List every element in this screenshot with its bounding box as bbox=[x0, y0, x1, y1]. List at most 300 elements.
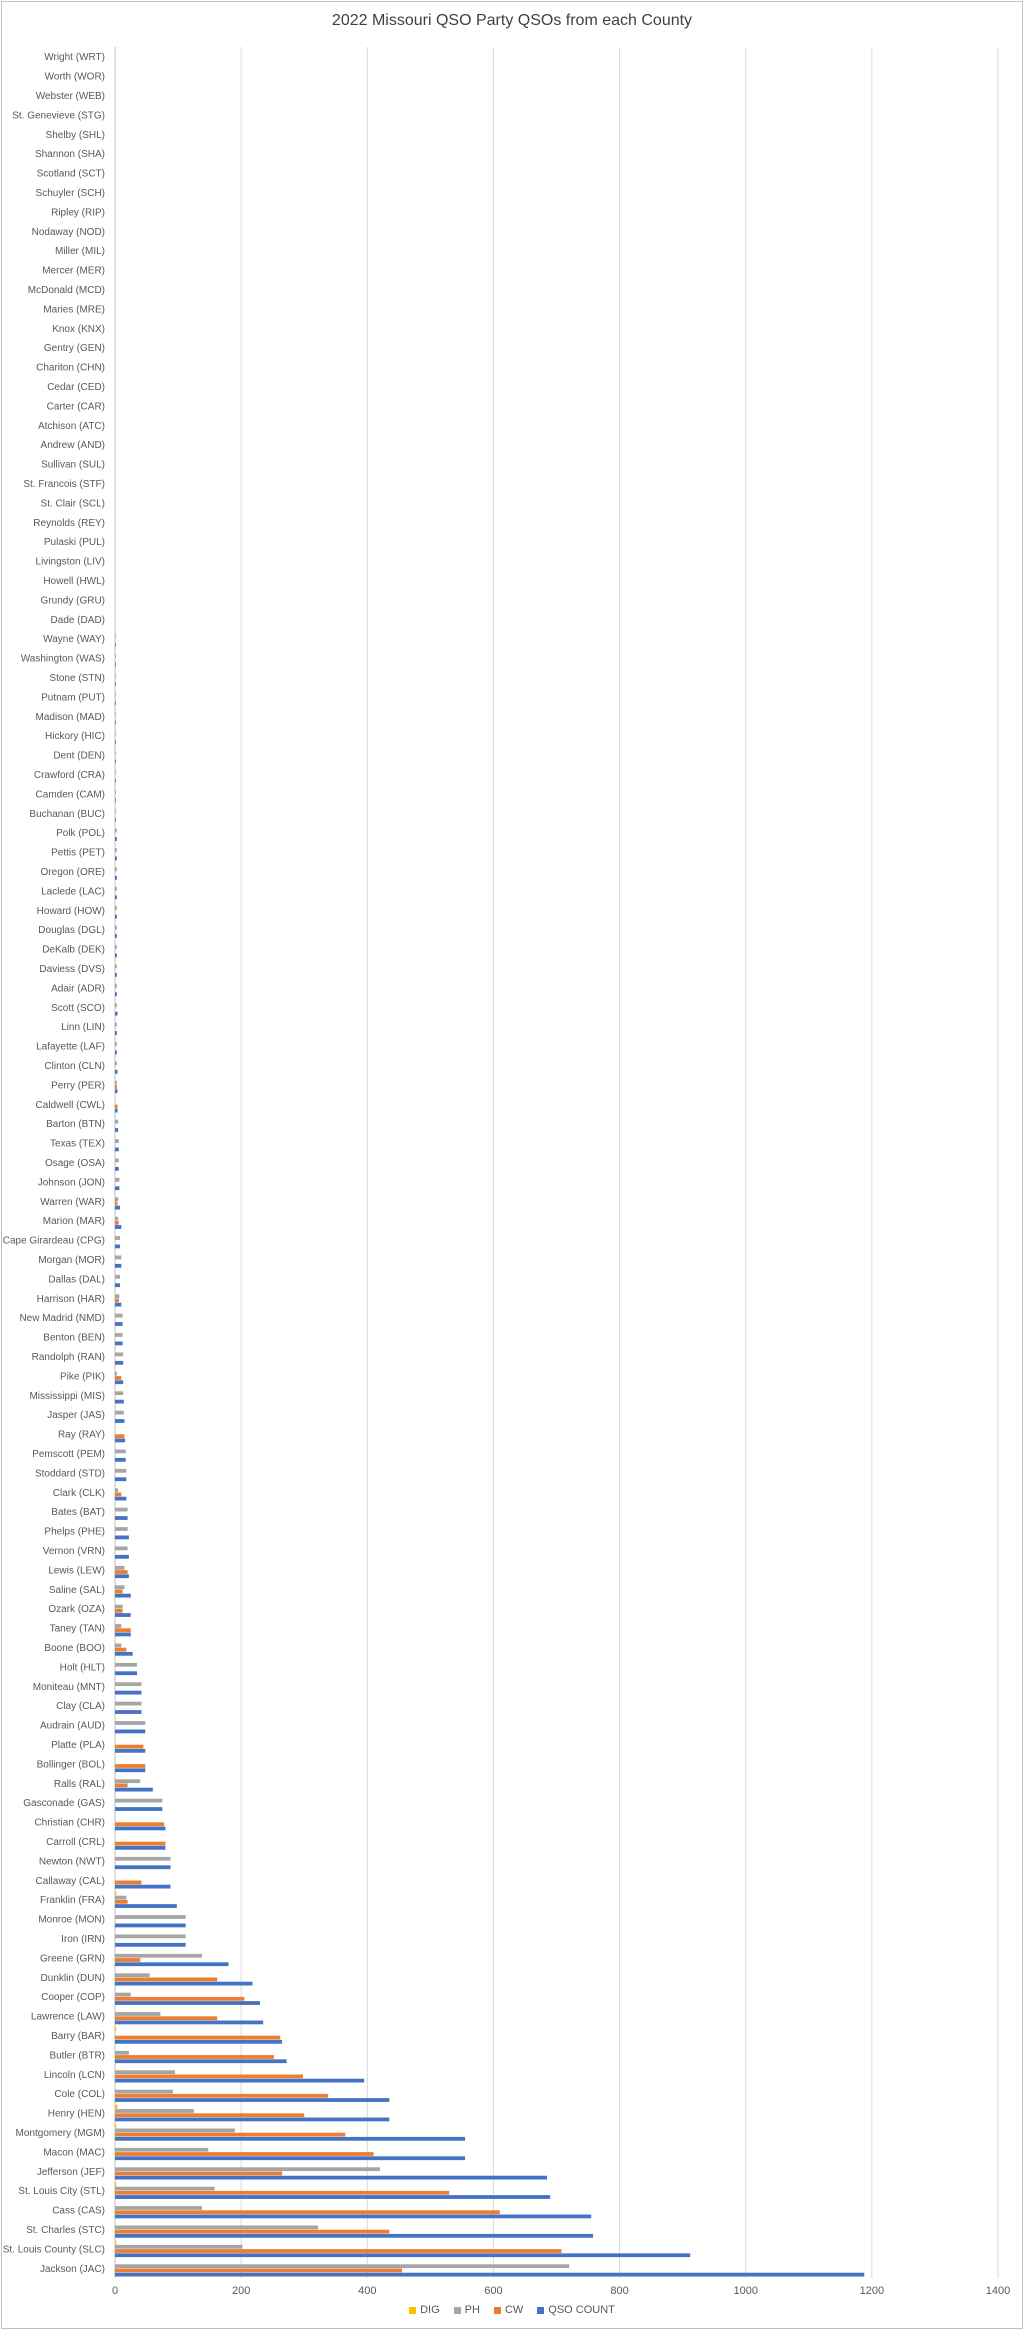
bar-qso-count bbox=[115, 1322, 123, 1326]
bar-qso-count bbox=[115, 1613, 131, 1617]
bar-ph bbox=[115, 2264, 569, 2268]
bar-qso-count bbox=[115, 992, 117, 996]
category-label: Marion (MAR) bbox=[42, 1216, 105, 1228]
bar-ph bbox=[115, 2070, 175, 2074]
category-label: Crawford (CRA) bbox=[33, 770, 105, 781]
category-label: Hickory (HIC) bbox=[45, 731, 105, 743]
bar-ph bbox=[115, 1411, 124, 1415]
bar-cw bbox=[115, 2133, 345, 2137]
bar-cw bbox=[115, 2075, 303, 2079]
category-label: Pike (PIK) bbox=[59, 1371, 105, 1383]
bar-qso-count bbox=[115, 1497, 126, 1501]
category-label: Gasconade (GAS) bbox=[23, 1798, 105, 1810]
category-label: Shannon (SHA) bbox=[34, 149, 105, 161]
bar-cw bbox=[115, 2113, 304, 2117]
category-label: Sullivan (SUL) bbox=[41, 459, 105, 471]
bar-cw bbox=[115, 1376, 121, 1380]
bar-ph bbox=[115, 1566, 124, 1570]
bar-cw bbox=[115, 1434, 124, 1438]
bar-ph bbox=[115, 1236, 120, 1240]
bar-ph bbox=[115, 2051, 129, 2055]
bar-dig bbox=[115, 2241, 116, 2245]
category-label: Phelps (PHE) bbox=[44, 1526, 105, 1538]
bar-cw bbox=[115, 2036, 280, 2040]
category-label: Newton (NWT) bbox=[38, 1856, 105, 1868]
category-label: Putnam (PUT) bbox=[41, 692, 105, 704]
bar-cw bbox=[115, 2191, 449, 2195]
bar-qso-count bbox=[115, 1128, 118, 1132]
bar-dig bbox=[115, 2105, 118, 2109]
category-label: Clay (CLA) bbox=[56, 1701, 105, 1713]
category-label: Howell (HWL) bbox=[43, 576, 105, 587]
category-label: Madison (MAD) bbox=[35, 711, 105, 723]
category-label: Boone (BOO) bbox=[44, 1643, 105, 1654]
bar-qso-count bbox=[115, 1749, 145, 1753]
bar-ph bbox=[115, 1546, 128, 1550]
legend-swatch bbox=[409, 2307, 416, 2314]
category-label: Ralls (RAL) bbox=[53, 1778, 105, 1790]
legend-label: PH bbox=[464, 2304, 480, 2316]
bar-qso-count bbox=[115, 1691, 141, 1695]
bar-ph bbox=[115, 887, 117, 891]
legend-item bbox=[494, 2304, 523, 2316]
bar-qso-count bbox=[115, 1361, 123, 1365]
bar-qso-count bbox=[115, 1982, 252, 1986]
bar-ph bbox=[115, 1352, 123, 1356]
bar-qso-count bbox=[115, 1865, 171, 1869]
category-label: Laclede (LAC) bbox=[41, 886, 105, 898]
bar-qso-count bbox=[115, 2176, 547, 2180]
bar-qso-count bbox=[115, 895, 117, 899]
category-label: Polk (POL) bbox=[56, 828, 105, 840]
bar-ph bbox=[115, 1896, 126, 1900]
bar-qso-count bbox=[115, 2137, 465, 2141]
bar-qso-count bbox=[115, 779, 116, 783]
bars bbox=[115, 635, 864, 2277]
bar-ph bbox=[115, 1275, 120, 1279]
bar-cw bbox=[115, 1881, 141, 1885]
category-label: Adair (ADR) bbox=[51, 983, 105, 995]
bar-qso-count bbox=[115, 1633, 131, 1637]
bar-ph bbox=[115, 984, 117, 988]
bar-qso-count bbox=[115, 1089, 118, 1093]
bar-ph bbox=[115, 1469, 126, 1473]
category-label: Harrison (HAR) bbox=[36, 1293, 105, 1305]
category-label: Oregon (ORE) bbox=[40, 867, 105, 878]
category-label: Carter (CAR) bbox=[46, 401, 105, 413]
bar-ph bbox=[115, 906, 117, 910]
category-label: Linn (LIN) bbox=[61, 1022, 105, 1034]
category-label: Ray (RAY) bbox=[57, 1429, 105, 1441]
bar-ph bbox=[115, 1993, 131, 1997]
legend-item bbox=[454, 2304, 480, 2316]
bar-cw bbox=[115, 2210, 500, 2214]
bar-qso-count bbox=[115, 1051, 117, 1055]
bar-qso-count bbox=[115, 1671, 137, 1675]
bar-ph bbox=[115, 1255, 121, 1259]
category-label: Reynolds (REY) bbox=[33, 517, 105, 529]
bar-ph bbox=[115, 1333, 123, 1337]
category-label: Randolph (RAN) bbox=[31, 1352, 105, 1363]
bar-qso-count bbox=[115, 1225, 121, 1229]
bar-qso-count bbox=[115, 1419, 124, 1423]
legend-label: DIG bbox=[420, 2304, 440, 2316]
bar-qso-count bbox=[115, 760, 116, 764]
bar-cw bbox=[115, 2230, 389, 2234]
bar-qso-count bbox=[115, 2156, 465, 2160]
category-label: Barry (BAR) bbox=[51, 2031, 105, 2042]
bar-cw bbox=[115, 1221, 119, 1225]
category-label: Cass (CAS) bbox=[52, 2205, 105, 2217]
bar-ph bbox=[115, 945, 117, 949]
category-label: Stone (STN) bbox=[49, 673, 105, 684]
category-label: Maries (MRE) bbox=[43, 304, 105, 316]
category-label: Moniteau (MNT) bbox=[32, 1681, 105, 1693]
bar-ph bbox=[115, 1508, 128, 1512]
category-label: Clinton (CLN) bbox=[44, 1061, 105, 1072]
category-label: Ripley (RIP) bbox=[51, 207, 105, 219]
bar-cw bbox=[115, 1822, 164, 1826]
bar-qso-count bbox=[115, 1400, 124, 1404]
bar-ph bbox=[115, 1721, 145, 1725]
bar-qso-count bbox=[115, 1477, 126, 1481]
bar-cw bbox=[115, 2016, 217, 2020]
x-tick-label: 1000 bbox=[733, 2285, 758, 2297]
bar-qso-count bbox=[115, 876, 117, 880]
x-tick-label: 800 bbox=[610, 2285, 629, 2297]
bar-cw bbox=[115, 1202, 118, 1206]
bar-qso-count bbox=[115, 798, 116, 802]
bar-ph bbox=[115, 1488, 118, 1492]
bar-ph bbox=[115, 1042, 117, 1046]
bar-qso-count bbox=[115, 2118, 389, 2122]
bar-qso-count bbox=[115, 682, 116, 686]
bar-cw bbox=[115, 1085, 117, 1089]
bar-ph bbox=[115, 1449, 126, 1453]
bar-qso-count bbox=[115, 721, 116, 725]
category-label: Cedar (CED) bbox=[47, 382, 105, 393]
bar-ph bbox=[115, 712, 116, 716]
bar-ph bbox=[115, 809, 116, 813]
category-label: St. Louis City (STL) bbox=[18, 2186, 105, 2198]
bar-qso-count bbox=[115, 1109, 118, 1113]
category-label: Ozark (OZA) bbox=[48, 1604, 105, 1616]
bar-ph bbox=[115, 964, 117, 968]
category-label: Perry (PER) bbox=[51, 1080, 105, 1092]
bar-cw bbox=[115, 1590, 123, 1594]
category-label: St. Genevieve (STG) bbox=[12, 110, 105, 122]
bar-ph bbox=[115, 1915, 186, 1919]
category-label: Dade (DAD) bbox=[50, 614, 105, 626]
category-label: McDonald (MCD) bbox=[27, 285, 105, 296]
bar-qso-count bbox=[115, 915, 117, 919]
category-label: Wright (WRT) bbox=[44, 52, 105, 64]
category-label: DeKalb (DEK) bbox=[42, 944, 105, 956]
bar-qso-count bbox=[115, 1652, 133, 1656]
category-label: Andrew (AND) bbox=[40, 440, 105, 452]
bar-qso-count bbox=[115, 818, 116, 822]
bar-cw bbox=[115, 2055, 274, 2059]
category-label: Monroe (MON) bbox=[38, 1914, 105, 1926]
category-label: Lewis (LEW) bbox=[48, 1565, 105, 1577]
category-label: Platte (PLA) bbox=[51, 1740, 105, 1751]
bar-cw bbox=[115, 1609, 123, 1613]
category-label: Mercer (MER) bbox=[42, 265, 105, 277]
bar-qso-count bbox=[115, 701, 116, 705]
x-tick-label: 200 bbox=[231, 2285, 251, 2297]
bar-cw bbox=[115, 1784, 128, 1788]
category-label: Pettis (PET) bbox=[51, 847, 105, 859]
bar-cw bbox=[115, 1997, 244, 2001]
bar-ph bbox=[115, 1954, 202, 1958]
bar-ph bbox=[115, 654, 116, 658]
category-label: Lafayette (LAF) bbox=[36, 1041, 105, 1053]
category-label: Holt (HLT) bbox=[59, 1662, 105, 1674]
bar-qso-count bbox=[115, 1555, 129, 1559]
category-label: Scotland (SCT) bbox=[36, 168, 105, 180]
legend-label: QSO COUNT bbox=[548, 2304, 615, 2316]
bar-cw bbox=[115, 2249, 562, 2253]
bar-ph bbox=[115, 2167, 380, 2171]
bar-cw bbox=[115, 2269, 402, 2273]
bar-dig bbox=[115, 1891, 116, 1895]
category-label: Osage (OSA) bbox=[44, 1158, 105, 1169]
category-label: St. Louis County (SLC) bbox=[2, 2244, 105, 2256]
bar-ph bbox=[115, 2109, 194, 2113]
category-label: Douglas (DGL) bbox=[38, 925, 105, 937]
bar-qso-count bbox=[115, 1303, 121, 1307]
bar-ph bbox=[115, 1061, 117, 1065]
category-label: Clark (CLK) bbox=[52, 1487, 105, 1499]
bar-ph bbox=[115, 2148, 208, 2152]
category-label: Butler (BTR) bbox=[49, 2050, 105, 2062]
category-label: Bollinger (BOL) bbox=[36, 1759, 105, 1771]
category-label: Washington (WAS) bbox=[20, 653, 105, 665]
bar-cw bbox=[115, 1745, 143, 1749]
bar-cw bbox=[115, 1299, 119, 1303]
category-label: Howard (HOW) bbox=[36, 905, 105, 917]
bar-qso-count bbox=[115, 1458, 126, 1462]
chart-title: 2022 Missouri QSO Party QSOs from each County bbox=[331, 12, 693, 29]
bar-cw bbox=[115, 1842, 165, 1846]
bar-qso-count bbox=[115, 1536, 129, 1540]
bar-dig bbox=[115, 2027, 116, 2031]
category-label: Warren (WAR) bbox=[40, 1196, 105, 1208]
bar-ph bbox=[115, 1585, 124, 1589]
bar-ph bbox=[115, 1527, 128, 1531]
bar-qso-count bbox=[115, 643, 116, 647]
x-tick-label: 400 bbox=[358, 2285, 377, 2297]
category-label: Bates (BAT) bbox=[51, 1507, 105, 1519]
bar-ph bbox=[115, 635, 116, 639]
bar-cw bbox=[115, 1978, 217, 1982]
category-label: Dent (DEN) bbox=[53, 750, 105, 762]
legend-swatch bbox=[494, 2307, 501, 2314]
category-label: Johnson (JON) bbox=[37, 1177, 105, 1189]
bar-ph bbox=[115, 1003, 117, 1007]
bar-ph bbox=[115, 770, 116, 774]
bar-qso-count bbox=[115, 2234, 593, 2238]
legend-swatch bbox=[537, 2307, 544, 2314]
bar-ph bbox=[115, 790, 116, 794]
category-label: Jackson (JAC) bbox=[39, 2263, 105, 2275]
bar-qso-count bbox=[115, 2253, 690, 2257]
bar-qso-count bbox=[115, 1342, 123, 1346]
category-label: Lawrence (LAW) bbox=[30, 2011, 105, 2023]
bar-ph bbox=[115, 1391, 123, 1395]
category-label: Carroll (CRL) bbox=[46, 1837, 105, 1848]
bar-qso-count bbox=[115, 1885, 171, 1889]
category-label: Chariton (CHN) bbox=[36, 362, 105, 374]
bar-qso-count bbox=[115, 1245, 120, 1249]
bar-qso-count bbox=[115, 1962, 229, 1966]
legend-swatch bbox=[454, 2307, 461, 2314]
bar-qso-count bbox=[115, 934, 117, 938]
bar-ph bbox=[115, 1372, 117, 1376]
bar-cw bbox=[115, 1570, 128, 1574]
category-label: Texas (TEX) bbox=[49, 1138, 105, 1150]
category-label: St. Francois (STF) bbox=[23, 479, 105, 490]
bar-ph bbox=[115, 848, 117, 852]
category-label: Mississippi (MIS) bbox=[29, 1390, 105, 1402]
bar-ph bbox=[115, 926, 117, 930]
bar-qso-count bbox=[115, 2021, 263, 2025]
category-label: Christian (CHR) bbox=[34, 1817, 105, 1829]
bar-qso-count bbox=[115, 1924, 186, 1928]
category-label: Pulaski (PUL) bbox=[43, 537, 105, 549]
category-label: Wayne (WAY) bbox=[43, 634, 105, 646]
category-label: Vernon (VRN) bbox=[42, 1546, 105, 1557]
bar-qso-count bbox=[115, 1186, 119, 1190]
bar-ph bbox=[115, 1197, 118, 1201]
bar-cw bbox=[115, 1648, 126, 1652]
bar-qso-count bbox=[115, 1943, 186, 1947]
bar-ph bbox=[115, 1023, 117, 1027]
bar-ph bbox=[115, 1081, 117, 1085]
bar-qso-count bbox=[115, 1846, 165, 1850]
bar-ph bbox=[115, 1779, 140, 1783]
category-label: Stoddard (STD) bbox=[34, 1468, 105, 1480]
bar-qso-count bbox=[115, 1264, 121, 1268]
bar-cw bbox=[115, 2172, 282, 2176]
bar-ph bbox=[115, 1934, 186, 1938]
bar-cw bbox=[115, 1764, 145, 1768]
bar-ph bbox=[115, 1702, 141, 1706]
bar-qso-count bbox=[115, 1710, 141, 1714]
category-label: Franklin (FRA) bbox=[39, 1895, 105, 1907]
category-label: Nodaway (NOD) bbox=[31, 226, 105, 238]
bar-qso-count bbox=[115, 1904, 177, 1908]
category-labels bbox=[3, 52, 105, 2275]
bar-ph bbox=[115, 1799, 162, 1803]
category-label: Dunklin (DUN) bbox=[40, 1972, 105, 1984]
bar-ph bbox=[115, 1973, 150, 1977]
bar-qso-count bbox=[115, 1206, 120, 1210]
bar-ph bbox=[115, 732, 116, 736]
x-tick-label: 600 bbox=[484, 2285, 503, 2297]
bar-qso-count bbox=[115, 857, 117, 861]
category-label: Grundy (GRU) bbox=[40, 595, 105, 607]
category-label: Callaway (CAL) bbox=[35, 1875, 105, 1887]
bar-ph bbox=[115, 2187, 215, 2191]
bar-qso-count bbox=[115, 1167, 119, 1171]
bar-ph bbox=[115, 1624, 121, 1628]
bar-qso-count bbox=[115, 837, 117, 841]
x-tick-label: 1200 bbox=[859, 2285, 885, 2297]
category-label: Macon (MAC) bbox=[43, 2147, 105, 2159]
bar-ph bbox=[115, 1643, 121, 1647]
category-label: New Madrid (NMD) bbox=[19, 1313, 105, 1325]
legend-item bbox=[409, 2304, 440, 2316]
category-label: Gentry (GEN) bbox=[43, 343, 105, 355]
legend-label: CW bbox=[504, 2304, 524, 2316]
category-label: Shelby (SHL) bbox=[45, 129, 105, 141]
bar-qso-count bbox=[115, 2195, 550, 2199]
bar-qso-count bbox=[115, 2273, 864, 2277]
bar-ph bbox=[115, 2206, 202, 2210]
category-label: Benton (BEN) bbox=[43, 1332, 105, 1344]
bar-ph bbox=[115, 867, 117, 871]
bar-ph bbox=[115, 1294, 119, 1298]
bar-cw bbox=[115, 1958, 140, 1962]
bar-qso-count bbox=[115, 954, 117, 958]
bar-qso-count bbox=[115, 1439, 125, 1443]
category-label: Miller (MIL) bbox=[55, 246, 105, 258]
legend bbox=[0, 2304, 1024, 2316]
bar-ph bbox=[115, 1139, 119, 1143]
category-label: Daviess (DVS) bbox=[39, 964, 105, 975]
bar-qso-count bbox=[115, 1768, 145, 1772]
category-label: Iron (IRN) bbox=[61, 1934, 105, 1945]
bar-ph bbox=[115, 829, 117, 833]
bar-ph bbox=[115, 1857, 171, 1861]
bar-qso-count bbox=[115, 1012, 118, 1016]
bar-ph bbox=[115, 2245, 242, 2249]
bar-qso-count bbox=[115, 2098, 389, 2102]
category-label: Morgan (MOR) bbox=[38, 1255, 105, 1266]
legend-item bbox=[537, 2304, 615, 2316]
category-label: Cooper (COP) bbox=[41, 1992, 105, 2004]
bar-qso-count bbox=[115, 663, 116, 667]
bar-qso-count bbox=[115, 2040, 282, 2044]
bar-dig bbox=[115, 2182, 116, 2186]
bar-cw bbox=[115, 1900, 128, 1904]
bar-cw bbox=[115, 2094, 328, 2098]
x-tick-label: 0 bbox=[111, 2285, 119, 2297]
category-label: Worth (WOR) bbox=[44, 71, 105, 83]
category-label: Audrain (AUD) bbox=[39, 1720, 105, 1732]
category-label: Cape Girardeau (CPG) bbox=[2, 1235, 105, 1247]
bar-qso-count bbox=[115, 2215, 591, 2219]
category-label: Livingston (LIV) bbox=[35, 556, 105, 568]
bar-qso-count bbox=[115, 1807, 162, 1811]
category-label: Knox (KNX) bbox=[52, 323, 105, 335]
bar-cw bbox=[115, 1628, 131, 1632]
bar-dig bbox=[115, 2124, 116, 2128]
bar-qso-count bbox=[115, 2001, 260, 2005]
category-label: Greene (GRN) bbox=[39, 1953, 105, 1965]
bar-ph bbox=[115, 1120, 118, 1124]
bar-ph bbox=[115, 1314, 123, 1318]
bar-qso-count bbox=[115, 1827, 165, 1831]
bar-qso-count bbox=[115, 1788, 153, 1792]
category-label: Barton (BTN) bbox=[46, 1119, 105, 1131]
bar-qso-count bbox=[115, 1730, 145, 1734]
category-label: Caldwell (CWL) bbox=[35, 1099, 105, 1111]
bar-qso-count bbox=[115, 740, 116, 744]
category-label: Buchanan (BUC) bbox=[29, 808, 105, 820]
bar-qso-count bbox=[115, 973, 117, 977]
